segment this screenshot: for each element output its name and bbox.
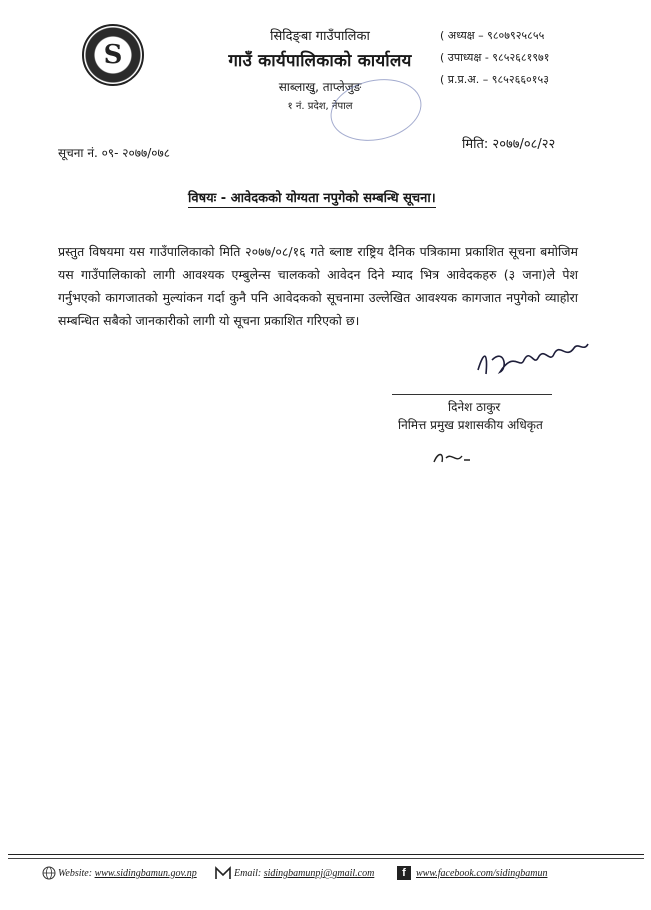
footer-rule-thin (8, 858, 644, 859)
website-link[interactable]: www.sidingbamun.gov.np (94, 868, 197, 879)
footer-rule (8, 854, 644, 855)
signatory-name: दिनेश ठाकुर (448, 400, 501, 414)
notice-subject: विषयः - आवेदकको योग्यता नपुगेको सम्बन्धि सूचना। (188, 188, 436, 208)
footer-website: Website: www.sidingbamun.gov.np (58, 868, 197, 879)
municipality-name: सिदिङ्बा गाउँपालिका (270, 29, 370, 44)
office-name: गाउँ कार्यपालिकाको कार्यालय (228, 51, 412, 71)
notice-reference-number: सूचना नं. ०९- २०७७/०७८ (58, 146, 170, 160)
signature-icon (474, 330, 594, 390)
email-link[interactable]: sidingbamunpj@gmail.com (263, 868, 375, 879)
facebook-link[interactable]: www.facebook.com/sidingbamun (416, 868, 548, 879)
notice-body: प्रस्तुत विषयमा यस गाउँपालिकाको मिति २०७७/०८/१६ गते ब्लाष्ट राष्ट्रिय दैनिक पत्रिकामा प्रकाशित सूचना बमोजिम यस गाउँपालिकाको लागी आवश्यक एम्बुलेन्स चालकको आवेदन दिने म्याद भित्र आवेदकहरु (३ जना)ले पेश गर्नुभएको कागजातको मुल्यांकन गर्दा कुनै पनि आवेदकको सूचनामा उल्लेखित आवश्यक कागजात नपुगेको व्याहोरा सम्बन्धित सबैको जानकारीको लागी यो सूचना प्रकाशित गरिएको छ। (58, 244, 578, 328)
government-emblem-icon: S (82, 24, 144, 86)
footer-email: Email: sidingbamunpj@gmail.com (234, 868, 375, 879)
globe-icon (42, 866, 56, 880)
province: १ नं. प्रदेश, नेपाल (287, 101, 353, 112)
notice-date: मिति: २०७७/०८/२२ (462, 137, 556, 152)
office-address: साब्लाखु, ताप्लेजुङ (278, 80, 362, 94)
mail-icon (215, 866, 231, 880)
signatory-title: निमित्त प्रमुख प्रशासकीय अधिकृत (398, 418, 543, 432)
facebook-icon: f (397, 866, 411, 880)
contact-chairperson: ( अध्यक्ष – ९८०७९२५८५५ (440, 29, 545, 42)
footer-facebook (416, 868, 547, 879)
initial-mark-icon (432, 448, 472, 468)
contact-cao: ( प्र.प्र.अ. – ९८५२६६०१५३ (440, 73, 549, 86)
contact-vice-chairperson: ( उपाध्यक्ष - ९८५२६८१९७१ (440, 51, 550, 64)
signature-line (392, 394, 552, 395)
